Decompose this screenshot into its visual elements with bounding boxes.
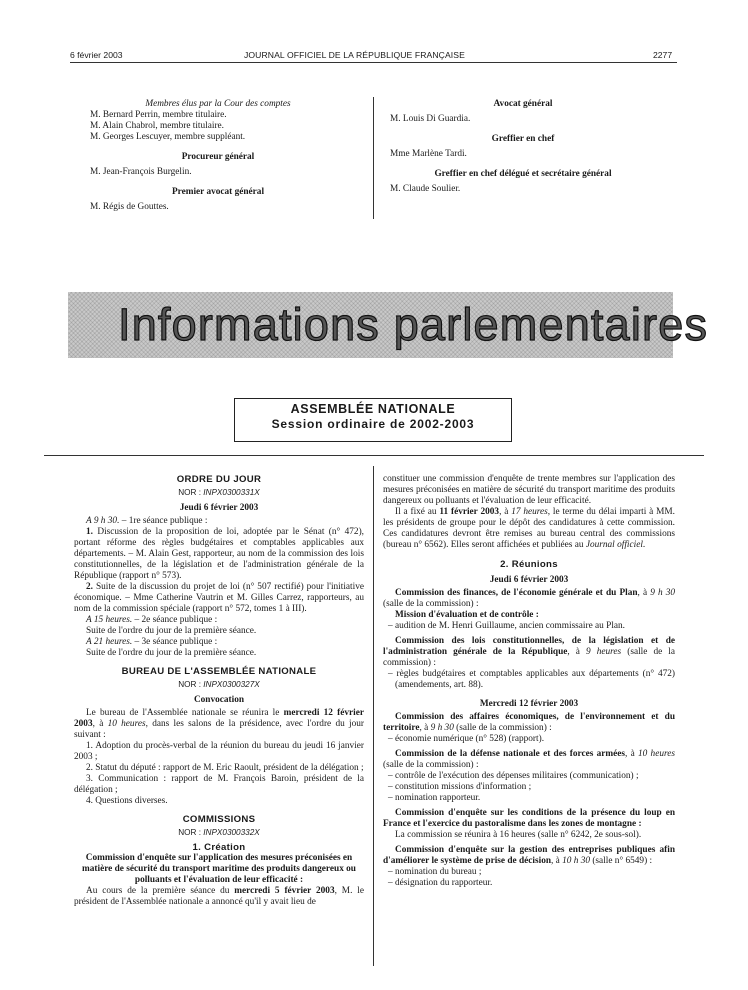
jeudi-date-heading: Jeudi 6 février 2003 xyxy=(179,503,259,513)
text-run: , à xyxy=(624,749,638,759)
text-run: (salle de la commission) : xyxy=(453,723,552,733)
left-column xyxy=(74,474,364,908)
jeudi-date-heading: Jeudi 6 février 2003 xyxy=(489,575,569,585)
commissions-nor xyxy=(74,827,364,838)
right-column xyxy=(383,474,675,889)
journal-title: JOURNAL OFFICIEL DE LA RÉPUBLIQUE FRANÇAISE xyxy=(244,50,465,60)
delai-text xyxy=(383,507,675,551)
top-column-divider xyxy=(373,97,374,219)
text-run: 10 heures xyxy=(637,749,675,759)
text-run: (salle n° 6549) : xyxy=(590,856,653,866)
assembly-title: ASSEMBLÉE NATIONALE xyxy=(290,402,456,416)
text-run: . xyxy=(642,540,646,550)
text-run: 11 février 2003 xyxy=(439,507,500,517)
members-heading: Membres élus par la Cour des comptes xyxy=(145,99,291,109)
text-run: , M. le président de l'Assemblée nationale a annoncé qu'il y avait lieu de xyxy=(74,886,364,907)
text-run: Commission de la défense nationale et des forces armées xyxy=(395,749,625,759)
seance-label: – 3e séance publique : xyxy=(132,637,218,647)
text-run: , à xyxy=(567,647,586,657)
text-run: 9 h 30 xyxy=(430,723,454,733)
loup-commission: Commission d'enquête sur les conditions de la présence du loup en France et l'exercice du pastoralisme dans les zones de montagne : xyxy=(383,808,675,829)
premier-avocat-name: M. Régis de Gouttes. xyxy=(90,202,169,212)
text-run: 17 heures xyxy=(511,507,548,517)
avocat-heading: Avocat général xyxy=(493,99,553,109)
banner-title: Informations parlementaires xyxy=(118,299,709,350)
agenda-item-2 xyxy=(74,582,364,615)
nor-code: INPX0300332X xyxy=(203,828,260,837)
procureur-heading: Procureur général xyxy=(181,152,255,162)
nor-code: INPX0300331X xyxy=(203,488,260,497)
text-run: , à xyxy=(637,588,651,598)
greffier-delegue-name: M. Claude Soulier. xyxy=(390,184,461,194)
text-run: 9 h 30 xyxy=(650,588,676,598)
text-run: , à xyxy=(92,719,108,729)
item-text: Suite de la discussion du projet de loi (n° 507 rectifié) pour l'initiative économique. – Mme Catherine Vautrin et M. Gilles Carrez, rapporteurs, au nom de la commission spéciale (rapport n° 572, tomes 1 à III). xyxy=(74,582,364,614)
nor-code: INPX0300327X xyxy=(203,680,260,689)
member-line: M. Alain Chabrol, membre titulaire. xyxy=(90,121,225,131)
procureur-name: M. Jean-François Burgelin. xyxy=(90,167,192,177)
ordre-nor xyxy=(74,487,364,498)
continued-text: constituer une commission d'enquête de trente membres sur l'application des mesures préconisées en matière de sécurité du transport maritime des produits dangereux ou polluants et l'évaluation de leur efficacité. xyxy=(383,474,675,506)
text-run: (salle de la commission) : xyxy=(383,760,479,770)
agenda-line: – audition de M. Henri Guillaume, ancien commissaire au Plan. xyxy=(388,621,626,631)
greffier-name: Mme Marlène Tardi. xyxy=(390,149,467,159)
loup-text: La commission se réunira à 16 heures (salle n° 6242, 2e sous-sol). xyxy=(395,830,642,840)
bureau-nor xyxy=(74,679,364,690)
seance-time: A 9 h 30. xyxy=(86,516,120,526)
text-run: , à xyxy=(551,856,563,866)
seance-3-suite: Suite de l'ordre du jour de la première séance. xyxy=(86,648,257,658)
seance-label: – 2e séance publique : xyxy=(132,615,218,625)
agenda-line: – économie numérique (n° 528) (rapport). xyxy=(388,734,545,744)
text-run: (salle de la commission) : xyxy=(383,599,479,609)
text-run: Le bureau de l'Assemblée nationale se réunira le xyxy=(86,708,284,718)
top-left-column xyxy=(78,99,358,213)
text-run: Commission des lois constitutionnelles, de la législation et de l'administration générale de la République xyxy=(383,636,675,657)
agenda-line: – désignation du rapporteur. xyxy=(388,878,493,888)
agenda-item-1 xyxy=(74,527,364,582)
item-text: Discussion de la proposition de loi, adoptée par le Sénat (n° 472), portant réforme des règles budgétaires et comptables applicables aux départements. – M. Alain Gest, rapporteur, au nom de la commission des lois constitutionnelles, de la législation et de l'administration générale de la République (rapport n° 573). xyxy=(74,527,364,581)
item-number: 2. xyxy=(86,582,93,592)
agenda-line: – nomination rapporteur. xyxy=(388,793,481,803)
seance-2-suite: Suite de l'ordre du jour de la première séance. xyxy=(86,626,257,636)
entreprises-commission xyxy=(383,845,675,867)
text-run: Journal officiel xyxy=(585,540,643,550)
defense-commission xyxy=(383,749,675,771)
convocation-item: 2. Statut du député : rapport de M. Eric Raoult, président de la délégation ; xyxy=(86,763,364,773)
member-line: M. Bernard Perrin, membre titulaire. xyxy=(90,110,227,120)
text-run: 10 heures xyxy=(107,719,146,729)
finances-commission xyxy=(383,588,675,610)
greffier-heading: Greffier en chef xyxy=(491,134,555,144)
bureau-heading: BUREAU DE L'ASSEMBLÉE NATIONALE xyxy=(121,666,317,677)
assembly-session: Session ordinaire de 2002-2003 xyxy=(271,417,475,431)
agenda-line: – règles budgétaires et comptables applicables aux départements (n° 472) (amendements, art. 88). xyxy=(388,669,675,690)
nor-label: NOR : xyxy=(178,488,201,497)
assembly-box xyxy=(234,398,512,442)
creation-text xyxy=(74,886,364,908)
greffier-delegue-heading: Greffier en chef délégué et secrétaire général xyxy=(434,169,612,179)
convocation-heading: Convocation xyxy=(193,695,245,705)
header-date: 6 février 2003 xyxy=(70,50,123,60)
nor-label: NOR : xyxy=(178,828,201,837)
column-divider xyxy=(373,466,374,966)
seance-time: A 15 heures. xyxy=(86,615,133,625)
text-run: Commission d'enquête sur la gestion des entreprises publiques afin d'améliorer le système de prise de décision xyxy=(383,845,675,866)
header-rule xyxy=(70,62,677,63)
section-banner xyxy=(68,292,709,358)
convocation-item: 4. Questions diverses. xyxy=(86,796,168,806)
convocation-item: 3. Communication : rapport de M. François Baroin, président de la délégation ; xyxy=(74,774,364,795)
mercredi-date-heading: Mercredi 12 février 2003 xyxy=(479,699,579,709)
text-run: 9 heures xyxy=(586,647,622,657)
text-run: Il a fixé au xyxy=(395,507,440,517)
nor-label: NOR : xyxy=(178,680,201,689)
eco-commission xyxy=(383,712,675,734)
lois-commission xyxy=(383,636,675,669)
ordre-du-jour-heading: ORDRE DU JOUR xyxy=(176,474,262,485)
reunions-heading: 2. Réunions xyxy=(500,559,558,570)
seance-3 xyxy=(74,637,364,648)
text-run: Commission des finances, de l'économie générale et du Plan xyxy=(395,588,638,598)
creation-title: Commission d'enquête sur l'application des mesures préconisées en matière de sécurité du transport maritime des produits dangereux ou polluants et l'évaluation de leur efficacité : xyxy=(82,853,356,885)
text-run: Au cours de la première séance du xyxy=(86,886,235,896)
seance-label: – 1re séance publique : xyxy=(119,516,208,526)
agenda-line: – contrôle de l'exécution des dépenses militaires (communication) ; xyxy=(388,771,639,781)
seance-time: A 21 heures. xyxy=(86,637,133,647)
creation-heading: 1. Création xyxy=(192,842,246,853)
section-rule xyxy=(44,455,704,456)
text-run: mercredi 12 février 2003 xyxy=(74,708,364,729)
text-run: 10 h 30 xyxy=(562,856,591,866)
text-run: , à xyxy=(499,507,512,517)
text-run: mercredi 5 février 2003 xyxy=(234,886,335,896)
text-run: , dans les salons de la présidence, avec l'ordre du jour suivant : xyxy=(74,719,364,740)
premier-avocat-heading: Premier avocat général xyxy=(171,187,265,197)
page-number: 2277 xyxy=(653,50,673,60)
item-number: 1. xyxy=(86,527,93,537)
seance-1 xyxy=(74,516,364,527)
seance-2 xyxy=(74,615,364,626)
text-run: , à xyxy=(419,723,431,733)
text-run: , le terme du délai imparti à MM. les présidents de groupe pour le dépôt des candidatures à cette commission. Ces candidatures devront être remises au bureau central des commissions (bureau n° 6562). Elles seront affichées et publiées au xyxy=(383,507,675,550)
top-right-column xyxy=(378,99,668,195)
avocat-name: M. Louis Di Guardia. xyxy=(390,114,471,124)
member-line: M. Georges Lescuyer, membre suppléant. xyxy=(90,132,246,142)
commissions-heading: COMMISSIONS xyxy=(182,814,256,825)
convocation-text xyxy=(74,708,364,741)
convocation-item: 1. Adoption du procès-verbal de la réunion du bureau du jeudi 16 janvier 2003 ; xyxy=(74,741,364,762)
mission-heading: Mission d'évaluation et de contrôle : xyxy=(395,610,539,620)
text-run: Commission des affaires économiques, de l'environnement et du territoire xyxy=(383,712,675,733)
agenda-line: – constitution missions d'information ; xyxy=(388,782,532,792)
agenda-line: – nomination du bureau ; xyxy=(388,867,482,877)
text-run: (salle de la commission) : xyxy=(383,647,675,668)
